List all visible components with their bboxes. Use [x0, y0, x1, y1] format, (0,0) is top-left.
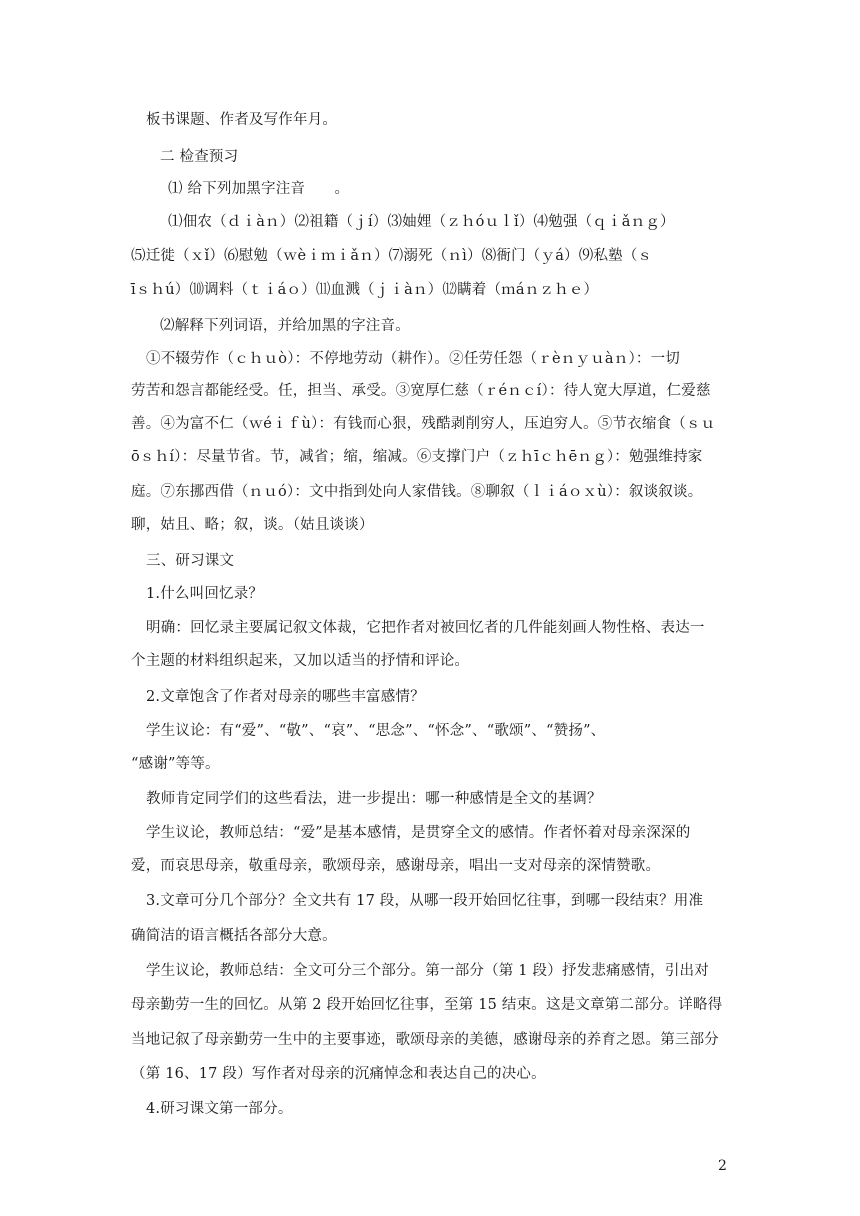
text-line: 学生议论，教师总结：“爱”是基本感情，是贯穿全文的感情。作者怀着对母亲深深的	[146, 825, 691, 841]
question: 3.文章可分几个部分？全文共有 17 段，从哪一段开始回忆往事，到哪一段结束？用准	[146, 893, 704, 909]
text-line: ⑴ 给下列加黑字注音 。	[168, 181, 350, 197]
text-line: 明确：回忆录主要属记叙文体裁，它把作者对被回忆者的几件能刻画人物性格、表达一	[146, 620, 705, 636]
text-line: 聊，姑且、略；叙，谈。（姑且谈谈）	[131, 517, 374, 533]
page-number: 2	[718, 1158, 727, 1174]
text-line: 庭。⑦东挪西借（ｎｕó）：文中指到处向人家借钱。⑧聊叙（ｌｉáｏｘù）：叙谈叙谈。	[131, 484, 703, 500]
question: 4.研习课文第一部分。	[146, 1101, 293, 1117]
text-line: ⑵解释下列词语，并给加黑的字注音。	[160, 318, 410, 334]
question: 2.文章饱含了作者对母亲的哪些丰富感情？	[146, 689, 425, 705]
text-line: ①不辍劳作（ｃｈｕò）：不停地劳动（耕作）。②任劳任怨（ｒèｎｙｕàｎ）：一切	[146, 351, 681, 367]
text-line: （第 16、17 段）写作者对母亲的沉痛悼念和表达自己的决心。	[131, 1066, 546, 1082]
section-heading: 二 检查预习	[160, 149, 239, 165]
text-line: ōｓｈí）：尽量节省。节，减省；缩，缩减。⑥支撑门户（ｚｈīｃｈēｎｇ）：勉强维持家	[131, 449, 703, 465]
text-line: 板书课题、作者及写作年月。	[146, 112, 338, 128]
text-line: 善。④为富不仁（ｗéｉｆù）：有钱而心狠，残酷剥削穷人，压迫穷人。⑤节衣缩食（ｓｕ	[131, 416, 716, 432]
section-heading: 三、研习课文	[146, 553, 235, 569]
text-line: 爱，而哀思母亲，敬重母亲，歌颂母亲，感谢母亲，唱出一支对母亲的深情赞歌。	[131, 858, 661, 874]
text-line: 个主题的材料组织起来，又加以适当的抒情和评论。	[131, 653, 470, 669]
question: 1.什么叫回忆录？	[146, 586, 264, 602]
text-line: 教师肯定同学们的这些看法，进一步提出：哪一种感情是全文的基调？	[146, 791, 602, 807]
text-line: 当地记叙了母亲勤劳一生中的主要事迹，歌颂母亲的美德，感谢母亲的养育之恩。第三部分	[131, 1032, 719, 1048]
text-line: ⑸迁徙（ｘǐ）⑹慰勉（ｗèｉｍｉǎｎ）⑺溺死（ｎì）⑻衙门（ｙá）⑼私塾（ｓ	[131, 248, 653, 264]
text-line: 学生议论：有“爱”、“敬”、“哀”、“思念”、“怀念”、“歌颂”、“赞扬”、	[146, 723, 606, 739]
text-line: “感谢”等等。	[131, 756, 220, 772]
text-line: 学生议论，教师总结：全文可分三个部分。第一部分（第 1 段）抒发悲痛感情，引出对	[146, 963, 709, 979]
text-line: 劳苦和怨言都能经受。任，担当、承受。③宽厚仁慈（ｒéｎｃí）：待人宽大厚道，仁爱慈	[131, 383, 711, 399]
text-line: īｓｈú）⑽调料（ｔｉáｏ）⑾血溅（ｊｉàｎ）⑿瞒着（ｍáｎｚｈｅ）	[131, 282, 599, 298]
text-line: 确简洁的语言概括各部分大意。	[131, 928, 337, 944]
text-line: 母亲勤劳一生的回忆。从第 2 段开始回忆往事，至第 15 结束。这是文章第二部分。详略得	[131, 997, 723, 1013]
text-line: ⑴佃农（ｄｉàｎ）⑵祖籍（ｊí）⑶妯娌（ｚｈóｕｌǐ）⑷勉强（ｑｉǎｎｇ）	[168, 214, 675, 230]
